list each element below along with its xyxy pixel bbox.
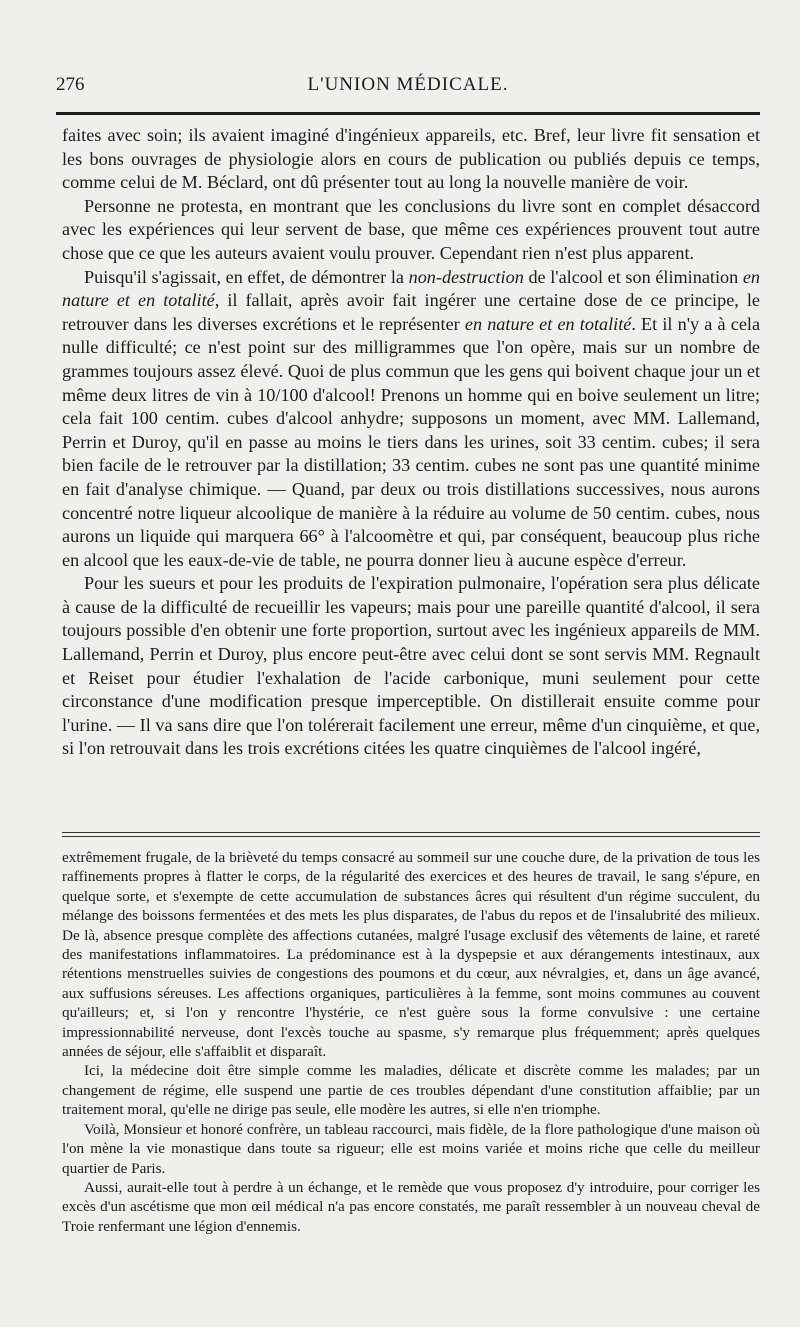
paragraph-1: faites avec soin; ils avaient imaginé d'ingénieux appareils, etc. Bref, leur livre fit sensation et les bons ouvrages de physiologie alors en cours de publication ou publiés depuis ce temps, comme celui de M. Béclard, ont dû présenter tout au long la nouvelle manière de voir. xyxy=(62,125,760,193)
paragraph-3-part-2: de l'alcool et son élimination xyxy=(523,266,743,287)
footnote-paragraph-1: extrêmement frugale, de la brièveté du temps consacré au sommeil sur une couche dure, de la privation de tous les raffinements propres à flatter le corps, de la régularité des exercices et des heures de travail, le sang s'épure, en quelque sorte, et s'exempte de cette accumulation de substances âcres qui résultent d'un régime succulent, du mélange des boissons fermentées et des mets les plus disparates, de l'abus du repos et de l'insalubrité des milieux. De là, absence presque complète des affections cutanées, malgré l'usage exclusif des vêtements de laine, et rareté des manifestations inflammatoires. La prédominance est à la dyspepsie et aux dérangements intestinaux, aux rétentions menstruelles suivies de congestions des poumons et du cœur, aux névralgies, et, dans un âge avancé, aux suffusions séreuses. Les affections organiques, particulières à la femme, sont moins communes au couvent qu'ailleurs; et, si l'on y rencontre l'hystérie, ce n'est guère sous la forme convulsive : une certaine impressionnabilité nerveuse, dont l'excès touche au spasme, s'y remarque plus fréquemment; après quelques années de séjour, elle s'affaiblit et disparaît. xyxy=(62,849,760,1061)
paragraph-3-italic-2: en nature et en totalité xyxy=(62,266,760,311)
footnote-paragraph-4: Aussi, aurait-elle tout à perdre à un échange, et le remède que vous proposez d'y introduire, pour corriger les excès d'un ascétisme que mon œil médical n'a pas encore constatés, me paraît ressembler à un nouveau cheval de Troie renfermant une légion d'ennemis. xyxy=(62,1178,760,1235)
footnote-text xyxy=(62,848,760,1236)
page-number: 276 xyxy=(56,74,85,95)
paragraph-4: Pour les sueurs et pour les produits de l'expiration pulmonaire, l'opération sera plus délicate à cause de la difficulté de recueillir les vapeurs; mais pour une pareille quantité d'alcool, il sera toujours possible d'en obtenir une forte proportion, surtout avec les ingénieux appareils de MM. Lallemand, Perrin et Duroy, plus encore peut-être avec celui dont se sont servis MM. Regnault et Reiset pour étudier l'exhalation de l'acide carbonique, muni seulement pour cette circonstance d'une modification presque imperceptible. On distillerait ensuite comme pour l'urine. — Il va sans dire que l'on tolérerait facilement une erreur, même d'un cinquième, et que, si l'on retrouvait dans les trois excrétions citées les quatre cinquièmes de l'alcool ingéré, xyxy=(62,573,760,759)
running-title: L'UNION MÉDICALE. xyxy=(307,74,509,95)
paragraph-3-part-4: . xyxy=(631,313,642,334)
page-header xyxy=(56,74,760,104)
footnote-paragraph-3: Voilà, Monsieur et honoré confrère, un tableau raccourci, mais fidèle, de la flore pathologique d'une maison où l'on mène la vie monastique dans toute sa rigueur; elle est moins variée et moins riche que celle du meilleur quartier de Paris. xyxy=(62,1120,760,1177)
footnote-rule xyxy=(62,832,760,837)
header-rule xyxy=(56,112,760,115)
paragraph-3-italic-3: en nature et en totalité xyxy=(464,313,632,334)
paragraph-3-part-5: Et il n'y a à cela nulle difficulté; ce n'est point sur des milligrammes que l'on opère, mais sur un nombre de grammes toujours assez élevé. Quoi de plus commun que les gens qui boivent chaque jour un et même deux litres de vin à 10/100 d'alcool! Prenons un homme qui en boive seulement un litre; cela fait 100 centim. cubes d'alcool anhydre; supposons un moment, avec MM. Lallemand, Perrin et Duroy, qu'il en passe au moins le tiers dans les urines, soit 33 centim. cubes; il sera bien facile de le retrouver par la distillation; 33 centim. cubes ne sont pas une quantité minime en fait d'analyse chimique. — Quand, par deux ou trois distillations successives, nous aurons concentré notre liqueur alcoolique de manière à la réduire au volume de 50 centim. cubes, nous aurons un liquide qui marquera 66° à l'alcoomètre et qui, par conséquent, beaucoup plus riche en alcool que les eaux-de-vie de table, ne pourra donner lieu à aucune espèce d'erreur. xyxy=(62,313,761,570)
footnote-paragraph-2: Ici, la médecine doit être simple comme les maladies, délicate et discrète comme les malades; par un changement de régime, elle suspend une partie de ces troubles dépendant d'une constitution affaiblie; par un traitement moral, qu'elle ne dirige pas seule, elle modère les autres, si elle n'en triomphe. xyxy=(62,1062,760,1119)
paragraph-3 xyxy=(62,266,760,573)
paragraph-2: Personne ne protesta, en montrant que les conclusions du livre sont en complet désaccord avec les expériences qui leur servent de base, que même ces expériences prouvent tout autre chose que ce que les auteurs avaient voulu prouver. Cependant rien n'est plus apparent. xyxy=(62,195,760,263)
paragraph-3-part-1: Puisqu'il s'agissait, en effet, de démontrer la xyxy=(84,266,409,287)
main-text xyxy=(62,124,760,761)
paragraph-3-italic-1: non-destruction xyxy=(408,266,524,287)
paragraph-3-part-3: , il fallait, après avoir fait ingérer une certaine dose de ce principe, le retrouver dans les diverses excrétions et le représenter xyxy=(62,290,760,334)
